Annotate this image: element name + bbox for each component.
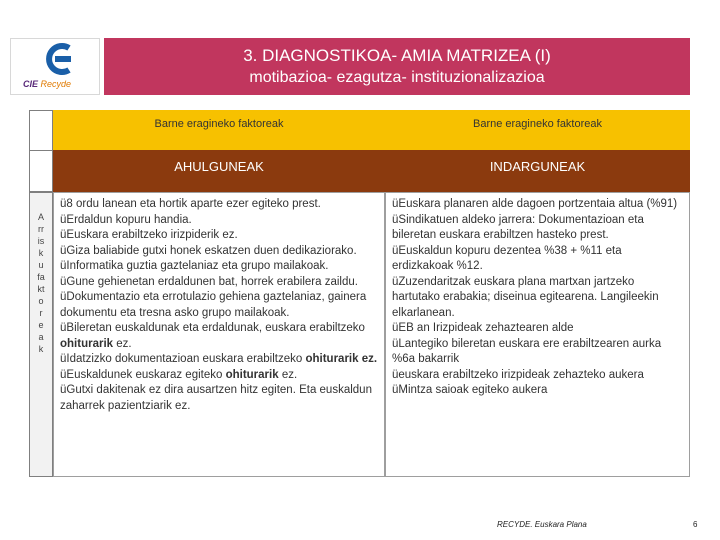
- side-header-cell: [29, 110, 53, 192]
- list-item-pre: üIdatzizko dokumentazioan euskara erabiltzeko: [60, 353, 306, 365]
- cie-logo-icon: [11, 39, 101, 79]
- side-label-line: o: [38, 296, 44, 306]
- list-item-pre: üMintza saioak egiteko aukera: [392, 384, 548, 396]
- list-item: [392, 197, 685, 213]
- left-column-header: Barne eragineko faktoreak: [53, 110, 385, 150]
- side-label: [30, 211, 52, 355]
- list-item: [60, 368, 380, 384]
- list-item-bold: ohiturarik: [225, 368, 279, 381]
- list-item-bold: ohiturarik ez.: [305, 353, 378, 365]
- side-divider: [29, 150, 53, 151]
- side-label-line: rr: [38, 224, 44, 234]
- list-item: [60, 228, 380, 244]
- list-item-pre: üZuzendaritzak euskara plana martxan jartzeko hartutako erabakia; diseinua egitearena. Langileekin elkarlanean.: [392, 275, 659, 319]
- strengths-header: INDARGUNEAK: [385, 150, 690, 192]
- side-label-line: fa: [37, 272, 45, 282]
- list-item: [392, 368, 685, 384]
- title-line-2: motibazioa- ezagutza- instituzionalizazioa: [249, 68, 545, 86]
- list-item-pre: üLantegiko bileretan euskara ere erabiltzearen aurka %6a bakarrik: [392, 337, 662, 365]
- list-item-pre: üEuskara planaren alde dagoen portzentaia altua (%91): [392, 198, 678, 210]
- list-item-pre: üEuskaldun kopuru dezentea %38 + %11 eta erdizkakoak %12.: [392, 244, 622, 272]
- list-item: [392, 213, 685, 244]
- side-label-line: u: [38, 260, 44, 270]
- side-label-line: k: [38, 344, 44, 354]
- list-item-pre: üSindikatuen aldeko jarrera: Dokumentazioan eta bileretan euskara erabiltzen hasteko prest.: [392, 213, 644, 241]
- list-item-pre: üEB an Irizpideak zehaztearen alde: [392, 322, 574, 334]
- strengths-list: [385, 192, 690, 477]
- list-item: [60, 197, 380, 213]
- list-item-pre: üInformatika guztia gaztelaniaz eta grupo mailakoak.: [60, 260, 329, 272]
- list-item-pre: üeuskara erabiltzeko irizpideak zehazteko aukera: [392, 368, 644, 381]
- side-label-line: e: [38, 320, 44, 330]
- side-label-line: is: [37, 236, 45, 246]
- side-label-line: k: [38, 248, 44, 258]
- side-label-line: A: [37, 212, 44, 222]
- list-item: [392, 244, 685, 275]
- list-item: [60, 352, 380, 368]
- side-label-line: a: [38, 332, 44, 342]
- list-item-pre: üEuskara erabiltzeko irizpiderik ez.: [60, 229, 238, 241]
- list-item: [60, 259, 380, 275]
- list-item-pre: üDokumentazio eta errotulazio gehiena gaztelaniaz, gainera dokumentu eta tresna asko grupo mailakoak.: [60, 291, 367, 319]
- side-label-cell: [29, 192, 53, 477]
- list-item-pre: üGune gehienetan erdaldunen bat, horrek erabilera zaildu.: [60, 275, 358, 288]
- list-item: [392, 275, 685, 322]
- list-item-post: ez.: [113, 337, 132, 350]
- list-item: [392, 321, 685, 337]
- list-item: [392, 337, 685, 368]
- side-label-line: kt: [37, 284, 45, 294]
- slide-title: [104, 38, 690, 95]
- list-item-pre: üBileretan euskaldunak eta erdaldunak, euskara erabiltzeko: [60, 322, 365, 334]
- list-item: [60, 321, 380, 352]
- list-item: [60, 290, 380, 321]
- logo-text: CIE Recyde: [23, 79, 72, 89]
- list-item: [60, 213, 380, 229]
- footer-text: RECYDE. Euskara Plana: [497, 520, 587, 529]
- weaknesses-list: [53, 192, 385, 477]
- logo: [10, 38, 100, 95]
- list-item: [392, 383, 685, 399]
- side-label-line: r: [39, 308, 43, 318]
- title-line-1: 3. DIAGNOSTIKOA- AMIA MATRIZEA (I): [243, 45, 551, 65]
- list-item: [60, 244, 380, 260]
- list-item-pre: üEuskaldunek euskaraz egiteko: [60, 368, 226, 381]
- list-item-post: ez.: [278, 368, 298, 381]
- page-number: 6: [693, 520, 698, 529]
- list-item-pre: üGiza baliabide gutxi honek eskatzen duen dedikaziorako.: [60, 244, 357, 257]
- list-item-pre: üErdaldun kopuru handia.: [60, 213, 192, 226]
- list-item: [60, 383, 380, 414]
- weaknesses-header: AHULGUNEAK: [53, 150, 385, 192]
- list-item-bold: ohiturarik: [60, 337, 114, 350]
- list-item: [60, 275, 380, 291]
- list-item-pre: ü8 ordu lanean eta hortik aparte ezer egiteko prest.: [60, 198, 321, 210]
- right-column-header: Barne eragineko faktoreak: [385, 110, 690, 150]
- list-item-pre: üGutxi dakitenak ez dira ausartzen hitz egiten. Eta euskaldun zaharrek pazientziarik ez.: [60, 384, 372, 412]
